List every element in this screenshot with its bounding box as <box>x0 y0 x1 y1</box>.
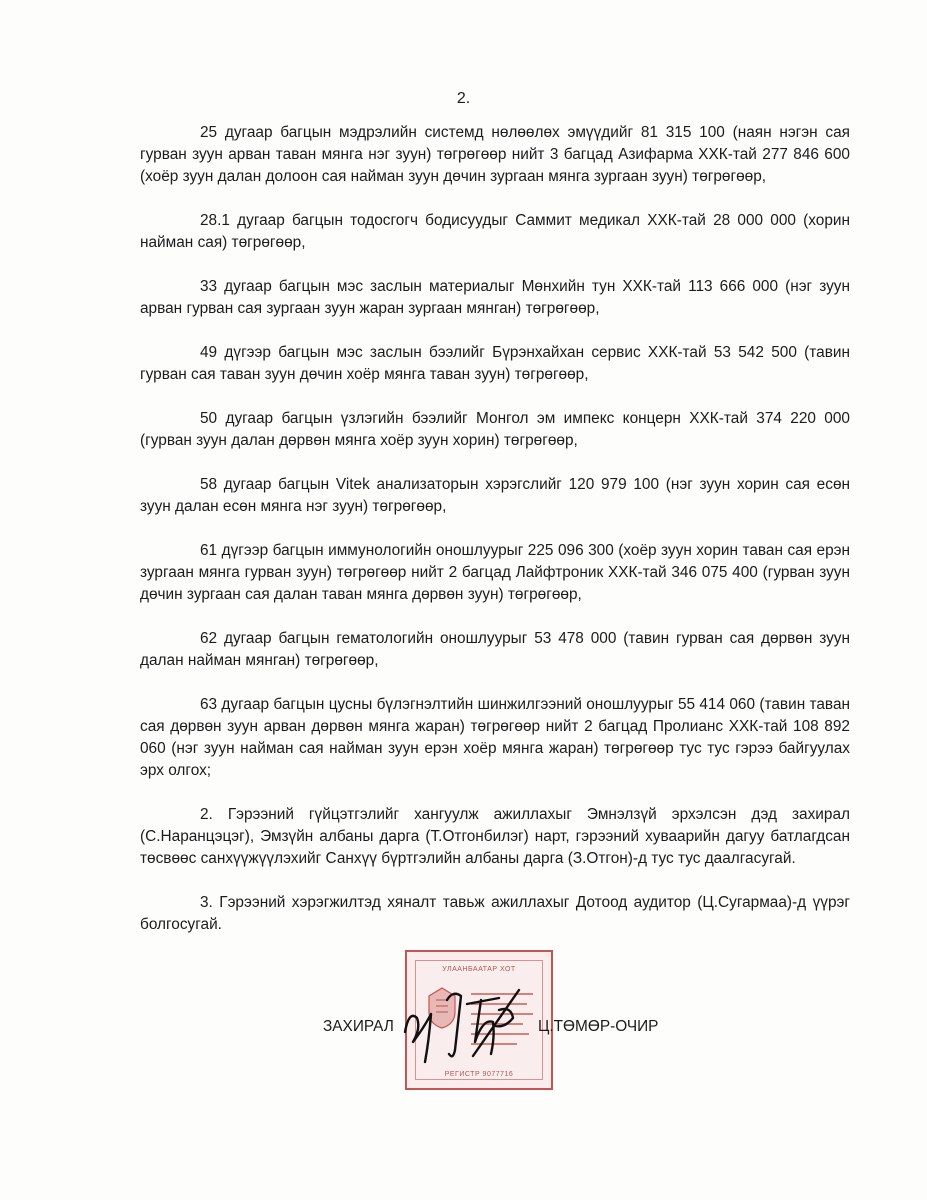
paragraph-item-3: 3. Гэрээний хэрэгжилтэд хяналт тавьж ажиллахыг Дотоод аудитор (Ц.Сугармаа)-д үүрэг болгосугай. <box>140 894 850 933</box>
paragraph-lot-63: 63 дугаар багцын цусны бүлэгнэлтийн шинжилгээний оношлуурыг 55 414 060 (тавин таван сая дөрвөн зуун арван дөрвөн мянга жаран) төгрөгөөр нийт 2 багцад Пролианс ХХК-тай 108 892 060 (нэг зуун найман сая найман зуун ерэн хоёр мянга жаран) төгрөгөөр тус тус гэрээ байгуулах эрх олгох; <box>140 696 850 779</box>
signature-block <box>0 940 927 1160</box>
page-number: 2. <box>456 90 471 107</box>
paragraph-lot-25: 25 дугаар багцын мэдрэлийн системд нөлөөлөх эмүүдийг 81 315 100 (наян нэгэн сая гурван зуун арван таван мянга нэг зуун) төгрөгөөр нийт 3 багцад Азифарма ХХК-тай 277 846 600 (хоёр зуун далан долоон сая найман зуун дөчин зургаан мянга зургаан зуун) төгрөгөөр, <box>140 124 850 185</box>
paragraph-lot-50: 50 дугаар багцын үзлэгийн бээлийг Монгол эм импекс концерн ХХК-тай 374 220 000 (гурван зуун далан дөрвөн мянга хоёр зуун хорин) төгрөгөөр, <box>140 410 850 449</box>
paragraph-lot-49: 49 дүгээр багцын мэс заслын бээлийг Бүрэнхайхан сервис ХХК-тай 53 542 500 (тавин гурван сая таван зуун дөчин хоёр мянга таван зуун) төгрөгөөр, <box>140 344 850 383</box>
stamp-bottom-text: РЕГИСТР 9077716 <box>444 1071 514 1078</box>
paragraph-lot-33: 33 дугаар багцын мэс заслын материалыг Мөнхийн тун ХХК-тай 113 666 000 (нэг зуун арван гурван сая зургаан зуун жаран зургаан мянган) төгрөгөөр, <box>140 278 850 317</box>
signatory-title: ЗАХИРАЛ <box>323 1018 394 1035</box>
paragraph-lot-62: 62 дугаар багцын гематологийн оношлуурыг 53 478 000 (тавин гурван сая дөрвөн зуун далан найман мянган) төгрөгөөр, <box>140 630 850 669</box>
document-body <box>140 122 850 958</box>
handwritten-signature-icon <box>395 970 535 1070</box>
signatory-name: Ц.ТӨМӨР-ОЧИР <box>538 1018 659 1035</box>
paragraph-lot-61: 61 дүгээр багцын иммунологийн оношлуурыг 225 096 300 (хоёр зуун хорин таван сая ерэн зургаан мянга гурван зуун) төгрөгөөр нийт 2 багцад Лайфтроник ХХК-тай 346 075 400 (гурван зуун дөчин зургаан сая далан таван мянга дөрвөн зуун) төгрөгөөр, <box>140 542 850 603</box>
stamp-top-text: УЛААНБААТАР ХОТ <box>442 966 516 973</box>
paragraph-lot-28-1: 28.1 дугаар багцын тодосгогч бодисуудыг Саммит медикал ХХК-тай 28 000 000 (хорин найман сая) төгрөгөөр, <box>140 212 850 251</box>
paragraph-lot-58: 58 дугаар багцын Vitek анализаторын хэрэгслийг 120 979 100 (нэг зуун хорин сая есөн зуун далан есөн мянга нэг зуун) төгрөгөөр, <box>140 476 850 515</box>
paragraph-item-2: 2. Гэрээний гүйцэтгэлийг хангуулж ажиллахыг Эмнэлзүй эрхэлсэн дэд захирал (С.Наранцэцэг), Эмзүйн албаны дарга (Т.Отгонбилэг) нарт, гэрээний хуваарийн дагуу батлагдсан төсвөөс санхүүжүүлэхийг Санхүү бүртгэлийн албаны дарга (З.Отгон)-д тус тус даалгасугай. <box>140 806 850 867</box>
